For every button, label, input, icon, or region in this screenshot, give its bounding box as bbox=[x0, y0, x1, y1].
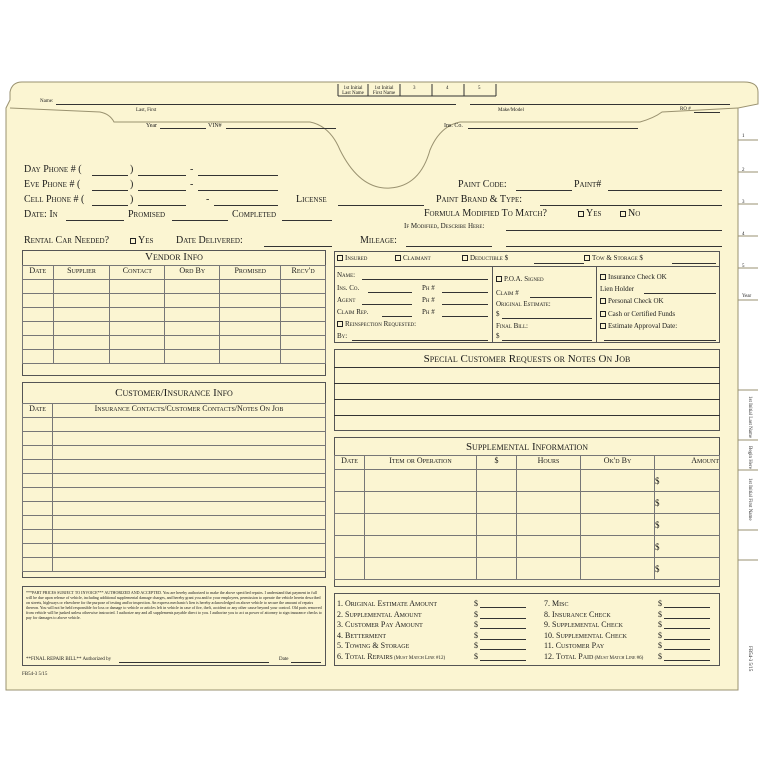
totals-left-row-2 bbox=[337, 610, 422, 619]
table-row[interactable] bbox=[23, 502, 326, 516]
claimant-label: Claimant bbox=[403, 254, 431, 262]
estimate-approval-option[interactable] bbox=[600, 323, 677, 330]
supplemental-title: Supplemental Information bbox=[465, 441, 589, 453]
date-delivered-line[interactable] bbox=[264, 246, 332, 247]
table-row[interactable] bbox=[335, 536, 720, 558]
final-bill-dollar: $ bbox=[496, 332, 500, 340]
cell-phone-dash: - bbox=[206, 194, 210, 205]
rental-yes-checkbox[interactable] bbox=[130, 238, 136, 244]
amount-dollar: $ bbox=[655, 558, 720, 580]
estimate-approval-checkbox[interactable] bbox=[600, 323, 606, 329]
totals-amount-line[interactable] bbox=[664, 649, 710, 650]
ins-co-line[interactable] bbox=[468, 128, 638, 129]
vendor-col-date: Date bbox=[23, 266, 54, 280]
totals-label: 1. Original Estimate Amount bbox=[337, 599, 437, 608]
customer-table bbox=[22, 403, 326, 572]
cell-phone-area[interactable] bbox=[92, 205, 128, 206]
by-line[interactable] bbox=[352, 340, 488, 341]
special-title: Special Customer Requests or Notes On Job bbox=[423, 353, 631, 365]
totals-label: 8. Insurance Check bbox=[544, 609, 611, 619]
totals-dollar: $ bbox=[658, 599, 662, 608]
totals-left-row-6 bbox=[337, 652, 445, 661]
mileage-line-right[interactable] bbox=[506, 246, 722, 247]
totals-dollar: $ bbox=[658, 630, 662, 640]
cell-phone-label: Cell Phone # ( bbox=[24, 194, 85, 205]
table-row[interactable] bbox=[23, 544, 326, 558]
totals-dollar: $ bbox=[658, 641, 662, 650]
vendor-col-recvd: Recv'd bbox=[281, 266, 326, 280]
form-code: FB54-3 5/15 bbox=[22, 672, 48, 677]
formula-yes[interactable] bbox=[578, 209, 601, 219]
totals-label: 12. Total Paid bbox=[544, 651, 594, 661]
ro-line[interactable] bbox=[694, 112, 720, 113]
promised-line[interactable] bbox=[172, 220, 228, 221]
rental-yes-label: Yes bbox=[138, 235, 154, 246]
table-row[interactable] bbox=[23, 460, 326, 474]
cell-phone-prefix[interactable] bbox=[138, 205, 186, 206]
vendor-col-ord-by: Ord By bbox=[165, 266, 220, 280]
date-in-line[interactable] bbox=[66, 220, 124, 221]
completed-label: Completed bbox=[232, 209, 277, 220]
formula-no-label: No bbox=[628, 208, 641, 219]
side-label-begin: Begin Here bbox=[747, 446, 752, 469]
vendor-title: Vendor Info bbox=[145, 251, 203, 263]
table-row[interactable] bbox=[23, 474, 326, 488]
paint-brand-line[interactable] bbox=[540, 205, 722, 206]
table-row[interactable] bbox=[23, 308, 326, 322]
lien-line[interactable] bbox=[644, 293, 716, 294]
supplemental-header-row bbox=[335, 456, 720, 470]
claim-rep-ph-line[interactable] bbox=[442, 316, 488, 317]
totals-dollar: $ bbox=[474, 651, 478, 661]
insured-option[interactable] bbox=[337, 255, 367, 262]
deductible-label: Deductible $ bbox=[470, 254, 509, 262]
totals-note: (Must Match Line #12) bbox=[392, 655, 446, 661]
vin-line[interactable] bbox=[226, 128, 336, 129]
table-row[interactable] bbox=[23, 336, 326, 350]
claimant-option[interactable] bbox=[395, 255, 431, 262]
estimate-approval-line[interactable] bbox=[604, 340, 716, 341]
special-line-3[interactable] bbox=[334, 399, 720, 400]
table-row[interactable] bbox=[23, 322, 326, 336]
legal-date-line[interactable] bbox=[291, 662, 321, 663]
ins-co-line[interactable] bbox=[368, 292, 412, 293]
eve-phone-label: Eve Phone # ( bbox=[24, 179, 81, 190]
supp-col-amount: Amount bbox=[655, 456, 720, 470]
day-phone-paren: ) bbox=[130, 164, 134, 175]
claim-number-label: Claim # bbox=[496, 289, 519, 297]
tab-cell-5: 5 bbox=[478, 86, 481, 91]
agent-line[interactable] bbox=[362, 304, 412, 305]
table-row[interactable] bbox=[23, 530, 326, 544]
eve-phone-prefix[interactable] bbox=[138, 190, 186, 191]
tab-cell-4: 4 bbox=[446, 86, 449, 91]
supp-col-item: Item or Operation bbox=[365, 456, 477, 470]
personal-check-checkbox[interactable] bbox=[600, 298, 606, 304]
if-modified-label: If Modified, Describe Here: bbox=[404, 222, 485, 230]
table-row[interactable] bbox=[23, 558, 326, 572]
eve-phone-paren: ) bbox=[130, 179, 134, 190]
poa-option[interactable] bbox=[496, 276, 544, 283]
totals-label: 2. Supplemental Amount bbox=[337, 609, 422, 619]
claim-rep-ph: Ph # bbox=[422, 308, 435, 316]
totals-left-row-3 bbox=[337, 620, 423, 629]
totals-dollar: $ bbox=[658, 620, 662, 629]
totals-dollar: $ bbox=[658, 651, 662, 661]
totals-dollar: $ bbox=[474, 599, 478, 608]
totals-amount-line[interactable] bbox=[480, 649, 526, 650]
reinspection-label: Reinspection Requested: bbox=[345, 320, 417, 328]
final-bill-line[interactable] bbox=[502, 340, 592, 341]
vin-label: VIN# bbox=[208, 123, 222, 129]
eve-phone-number[interactable] bbox=[198, 190, 278, 191]
supp-col-date: Date bbox=[335, 456, 365, 470]
last-first-label: Last, First bbox=[136, 108, 157, 113]
table-row[interactable] bbox=[335, 558, 720, 580]
reinspection-checkbox[interactable] bbox=[337, 321, 343, 327]
claim-rep-line[interactable] bbox=[382, 316, 412, 317]
vendor-col-contact: Contact bbox=[110, 266, 165, 280]
vendor-col-supplier: Supplier bbox=[53, 266, 110, 280]
totals-label: 4. Betterment bbox=[337, 630, 386, 640]
supp-col-hours: Hours bbox=[517, 456, 581, 470]
mileage-line[interactable] bbox=[406, 246, 492, 247]
totals-left-row-5 bbox=[337, 641, 409, 650]
totals-right-row-6 bbox=[544, 652, 643, 661]
orig-estimate-dollar: $ bbox=[496, 310, 500, 318]
tow-checkbox[interactable] bbox=[584, 255, 590, 261]
totals-amount-line[interactable] bbox=[664, 628, 710, 629]
totals-amount-line[interactable] bbox=[480, 607, 526, 608]
year-label: Year bbox=[146, 123, 158, 129]
side-tab-1: 1 bbox=[742, 134, 745, 139]
totals-amount-line[interactable] bbox=[664, 607, 710, 608]
tab-cell-2: 1st Initial First Name bbox=[372, 86, 396, 96]
totals-amount-line[interactable] bbox=[664, 660, 710, 661]
ins-co-label: Ins. Co. bbox=[444, 123, 463, 129]
amount-dollar: $ bbox=[655, 514, 720, 536]
personal-check-label: Personal Check OK bbox=[608, 297, 664, 305]
totals-amount-line[interactable] bbox=[480, 660, 526, 661]
legal-date-label: Date bbox=[279, 657, 289, 662]
vendor-header-row bbox=[23, 266, 326, 280]
make-model-label: Make/Model bbox=[498, 108, 524, 113]
agent-ph: Ph # bbox=[422, 296, 435, 304]
table-row[interactable] bbox=[23, 446, 326, 460]
cash-option[interactable] bbox=[600, 311, 675, 318]
side-tab-5: 5 bbox=[742, 264, 745, 269]
ins-co-label: Ins. Co. bbox=[337, 284, 360, 292]
deductible-checkbox[interactable] bbox=[462, 255, 468, 261]
customer-col-notes: Insurance Contacts/Customer Contacts/Notes On Job bbox=[53, 404, 326, 418]
year-line[interactable] bbox=[160, 128, 206, 129]
name-label: Name: bbox=[40, 99, 54, 104]
totals-dollar: $ bbox=[474, 609, 478, 619]
formula-yes-checkbox[interactable] bbox=[578, 211, 584, 217]
name-line-right[interactable] bbox=[470, 104, 730, 105]
poa-checkbox[interactable] bbox=[496, 276, 502, 282]
totals-amount-line[interactable] bbox=[480, 628, 526, 629]
tow-option[interactable] bbox=[584, 255, 643, 262]
ins-name-line[interactable] bbox=[362, 279, 488, 280]
cash-checkbox[interactable] bbox=[600, 311, 606, 317]
amount-dollar: $ bbox=[655, 470, 720, 492]
ins-check-label: Insurance Check OK bbox=[608, 273, 667, 281]
tab-cell-1: 1st Initial Last Name bbox=[342, 86, 364, 96]
amount-dollar: $ bbox=[655, 492, 720, 514]
day-phone-number[interactable] bbox=[198, 175, 278, 176]
table-row[interactable] bbox=[335, 470, 720, 492]
agent-ph-line[interactable] bbox=[442, 304, 488, 305]
tow-line[interactable] bbox=[672, 263, 716, 264]
day-phone-area[interactable] bbox=[92, 175, 128, 176]
totals-left-row-4 bbox=[337, 631, 386, 640]
lien-label: Lien Holder bbox=[600, 285, 635, 293]
totals-label: 5. Towing & Storage bbox=[337, 641, 410, 650]
side-label-last: 1st Initial Last Name bbox=[747, 396, 752, 439]
day-phone-label: Day Phone # ( bbox=[24, 164, 82, 175]
paint-number-line[interactable] bbox=[608, 190, 722, 191]
totals-right-row-2 bbox=[544, 610, 611, 619]
special-line-2[interactable] bbox=[334, 383, 720, 384]
totals-note: (Must Match Line #6) bbox=[593, 655, 644, 661]
cash-label: Cash or Certified Funds bbox=[608, 310, 676, 318]
deductible-option[interactable] bbox=[462, 255, 508, 262]
totals-right-row-5 bbox=[544, 641, 604, 650]
side-tab-4: 4 bbox=[742, 232, 745, 237]
paint-code-line[interactable] bbox=[516, 190, 572, 191]
final-repair-label: **FINAL REPAIR BILL** Authorized by bbox=[26, 657, 112, 662]
claim-rep-label: Claim Rep. bbox=[337, 308, 369, 316]
ins-check-option[interactable] bbox=[600, 274, 667, 281]
day-phone-dash: - bbox=[190, 164, 194, 175]
agent-label: Agent bbox=[337, 296, 356, 304]
if-modified-line[interactable] bbox=[506, 230, 722, 231]
totals-right-row-1 bbox=[544, 599, 568, 608]
cell-phone-paren: ) bbox=[130, 194, 134, 205]
totals-label: 7. Misc bbox=[544, 599, 569, 608]
table-row[interactable] bbox=[23, 280, 326, 294]
legal-text: ***PART PRICES SUBJECT TO INVOICE*** AUTHORIZED AND ACCEPTED. You are hereby authorized to make the above specified repairs. I understand that payment in full will be due upon release of vehicle, including additional supplemental damage charges, and hereby grant you and/or your employees, permission to operate the vehicle herein described on streets, highways or elsewhere for the purpose of testing and/or inspection. An express mechanic's lien is hereby acknowledged on above vehicle to secure the amount of repairs thereon. You will not be held responsible for loss or damage to vehicle or articles left in vehicle in case of fire, theft, accident or any other cause beyond your control. Old parts removed from vehicle will be junked unless otherwise instructed. I authorize any and all supplements payable direct to you. I authorize you to act as power of attorney to sign insurance checks to pay for damages to above vehicle. bbox=[26, 590, 322, 620]
supplemental-table bbox=[334, 455, 720, 580]
special-line-1[interactable] bbox=[334, 367, 720, 368]
totals-right-row-3 bbox=[544, 620, 623, 629]
ro-label: RO # bbox=[680, 107, 691, 112]
claimant-checkbox[interactable] bbox=[395, 255, 401, 261]
final-bill-label: Final Bill: bbox=[496, 322, 528, 330]
insured-checkbox[interactable] bbox=[337, 255, 343, 261]
rental-yes[interactable] bbox=[130, 236, 153, 246]
insured-label: Insured bbox=[345, 254, 368, 262]
ins-co-ph: Ph # bbox=[422, 284, 435, 292]
customer-header-row bbox=[23, 404, 326, 418]
completed-line[interactable] bbox=[282, 220, 332, 221]
promised-label: Promised bbox=[128, 209, 166, 220]
vendor-table bbox=[22, 265, 326, 364]
table-row[interactable] bbox=[23, 432, 326, 446]
totals-amount-line[interactable] bbox=[480, 639, 526, 640]
deductible-line[interactable] bbox=[534, 263, 584, 264]
totals-label: 10. Supplemental Check bbox=[544, 630, 627, 640]
totals-label: 6. Total Repairs bbox=[337, 651, 393, 661]
by-label: By: bbox=[337, 332, 348, 340]
reinspection-option[interactable] bbox=[337, 321, 416, 328]
license-label: License bbox=[296, 194, 327, 205]
special-section bbox=[334, 349, 720, 431]
customer-title: Customer/Insurance Info bbox=[115, 387, 233, 399]
side-tab-3: 3 bbox=[742, 200, 745, 205]
tow-label: Tow & Storage $ bbox=[592, 254, 643, 262]
totals-label: 9. Supplemental Check bbox=[544, 620, 623, 629]
insurance-divider-1 bbox=[492, 266, 493, 343]
eve-phone-dash: - bbox=[190, 179, 194, 190]
special-line-4[interactable] bbox=[334, 415, 720, 416]
paint-brand-label: Paint Brand & Type: bbox=[436, 194, 522, 205]
amount-dollar: $ bbox=[655, 536, 720, 558]
table-row[interactable] bbox=[335, 514, 720, 536]
totals-left-row-1 bbox=[337, 599, 437, 608]
totals-label: 3. Customer Pay Amount bbox=[337, 620, 423, 629]
table-row[interactable] bbox=[335, 492, 720, 514]
totals-dollar: $ bbox=[658, 609, 662, 619]
estimate-approval-label: Estimate Approval Date: bbox=[608, 322, 678, 330]
supp-col-dollar: $ bbox=[477, 456, 517, 470]
totals-dollar: $ bbox=[474, 620, 478, 629]
totals-amount-line[interactable] bbox=[664, 639, 710, 640]
side-tab-2: 2 bbox=[742, 168, 745, 173]
customer-col-date: Date bbox=[23, 404, 53, 418]
insurance-divider-2 bbox=[596, 266, 597, 343]
formula-no-checkbox[interactable] bbox=[620, 211, 626, 217]
tab-cell-3: 3 bbox=[413, 86, 416, 91]
totals-amount-line[interactable] bbox=[480, 618, 526, 619]
totals-dollar: $ bbox=[474, 630, 478, 640]
side-tab-year: Year bbox=[742, 294, 752, 299]
cell-phone-number[interactable] bbox=[214, 205, 278, 206]
poa-label: P.O.A. Signed bbox=[504, 275, 544, 283]
table-row[interactable] bbox=[23, 516, 326, 530]
paint-code-label: Paint Code: bbox=[458, 179, 507, 190]
formula-label: Formula Modified To Match? bbox=[424, 208, 547, 219]
day-phone-prefix[interactable] bbox=[138, 175, 186, 176]
vendor-col-promised: Promised bbox=[220, 266, 281, 280]
ins-name-label: Name: bbox=[337, 271, 356, 279]
table-row[interactable] bbox=[23, 350, 326, 364]
table-row[interactable] bbox=[23, 418, 326, 432]
authorized-line[interactable] bbox=[119, 662, 269, 663]
totals-right-row-4 bbox=[544, 631, 627, 640]
insurance-divider bbox=[334, 266, 720, 267]
name-line[interactable] bbox=[56, 104, 456, 105]
eve-phone-area[interactable] bbox=[92, 190, 128, 191]
side-label-first: 1st Initial First Name bbox=[747, 478, 752, 521]
legal-section bbox=[22, 586, 326, 666]
orig-estimate-label: Original Estimate: bbox=[496, 300, 551, 308]
form-code-side: FB54-3 5/15 bbox=[747, 646, 752, 672]
table-row[interactable] bbox=[23, 488, 326, 502]
license-line[interactable] bbox=[338, 205, 424, 206]
date-delivered-label: Date Delivered: bbox=[176, 235, 243, 246]
paint-number-label: Paint# bbox=[574, 179, 602, 190]
rental-label: Rental Car Needed? bbox=[24, 235, 110, 246]
totals-dollar: $ bbox=[474, 641, 478, 650]
formula-no[interactable] bbox=[620, 209, 640, 219]
ins-co-ph-line[interactable] bbox=[442, 292, 488, 293]
supp-col-okd-by: Ok'd By bbox=[581, 456, 655, 470]
totals-amount-line[interactable] bbox=[664, 618, 710, 619]
totals-label: 11. Customer Pay bbox=[544, 641, 605, 650]
formula-yes-label: Yes bbox=[586, 208, 602, 219]
ins-check-checkbox[interactable] bbox=[600, 274, 606, 280]
table-row[interactable] bbox=[23, 294, 326, 308]
date-in-label: Date: In bbox=[24, 209, 58, 220]
personal-check-option[interactable] bbox=[600, 298, 664, 305]
orig-estimate-line[interactable] bbox=[502, 318, 592, 319]
claim-number-line[interactable] bbox=[530, 297, 592, 298]
mileage-label: Mileage: bbox=[360, 235, 397, 246]
